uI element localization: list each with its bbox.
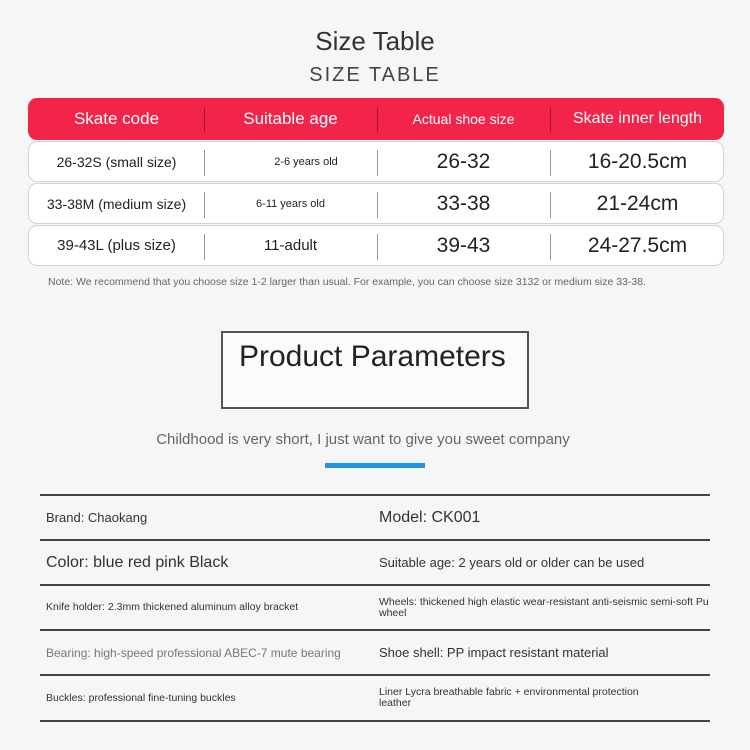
parameter-row (40, 629, 710, 674)
tagline: Childhood is very short, I just want to give you sweet company (156, 431, 570, 448)
column-divider (204, 150, 205, 176)
parameter-row (40, 539, 710, 584)
parameter-model: Model: CK001 (379, 508, 481, 526)
product-parameters-title: Product Parameters (239, 340, 506, 373)
divider (40, 720, 710, 722)
parameter-row (40, 674, 710, 720)
table-row (28, 183, 724, 224)
header-suitable-age: Suitable age (243, 109, 338, 128)
product-parameters-box (221, 331, 529, 409)
parameter-bearing: Bearing: high-speed professional ABEC-7 mute bearing (46, 645, 341, 660)
inner-length-cell: 24-27.5cm (587, 233, 688, 257)
size-table-subtitle: SIZE TABLE (309, 64, 441, 86)
parameter-suitable-age: Suitable age: 2 years old or older can be used (379, 555, 645, 570)
parameter-color: Color: blue red pink Black (46, 553, 229, 571)
inner-length-cell: 21-24cm (596, 191, 679, 215)
size-table-header (28, 98, 724, 140)
parameter-wheels: Wheels: thickened high elastic wear-resistant anti-seismic semi-soft Pu wheel (379, 595, 709, 619)
age-cell: 6-11 years old (256, 197, 325, 210)
parameter-row (40, 584, 710, 629)
accent-bar (325, 463, 425, 468)
header-skate-code: Skate code (73, 109, 160, 128)
parameter-brand: Brand: Chaokang (46, 510, 148, 525)
parameter-shoe-shell: Shoe shell: PP impact resistant material (379, 645, 609, 660)
age-cell: 11-adult (263, 237, 318, 254)
size-table-title: Size Table (315, 26, 435, 56)
header-skate-inner-length: Skate inner length (573, 110, 702, 127)
parameter-knife-holder: Knife holder: 2.3mm thickened aluminum alloy bracket (46, 601, 299, 613)
table-row (28, 225, 724, 266)
skate-code-cell: 39-43L (plus size) (57, 237, 176, 254)
table-row (28, 141, 724, 182)
shoe-size-cell: 33-38 (436, 191, 491, 215)
parameter-buckles: Buckles: professional fine-tuning buckles (46, 691, 236, 704)
age-cell: 2-6 years old (274, 155, 338, 168)
parameter-row (40, 494, 710, 539)
inner-length-cell: 16-20.5cm (587, 149, 688, 173)
parameter-liner: Liner Lycra breathable fabric + environmental protection leather (379, 686, 639, 709)
header-actual-shoe-size: Actual shoe size (412, 111, 515, 127)
skate-code-cell: 33-38M (medium size) (46, 195, 187, 212)
size-note: Note: We recommend that you choose size 1-2 larger than usual. For example, you can choose size 3132 or medium size 33-38. (48, 276, 647, 288)
shoe-size-cell: 39-43 (436, 233, 491, 257)
skate-code-cell: 26-32S (small size) (56, 153, 177, 170)
shoe-size-cell: 26-32 (436, 149, 491, 173)
